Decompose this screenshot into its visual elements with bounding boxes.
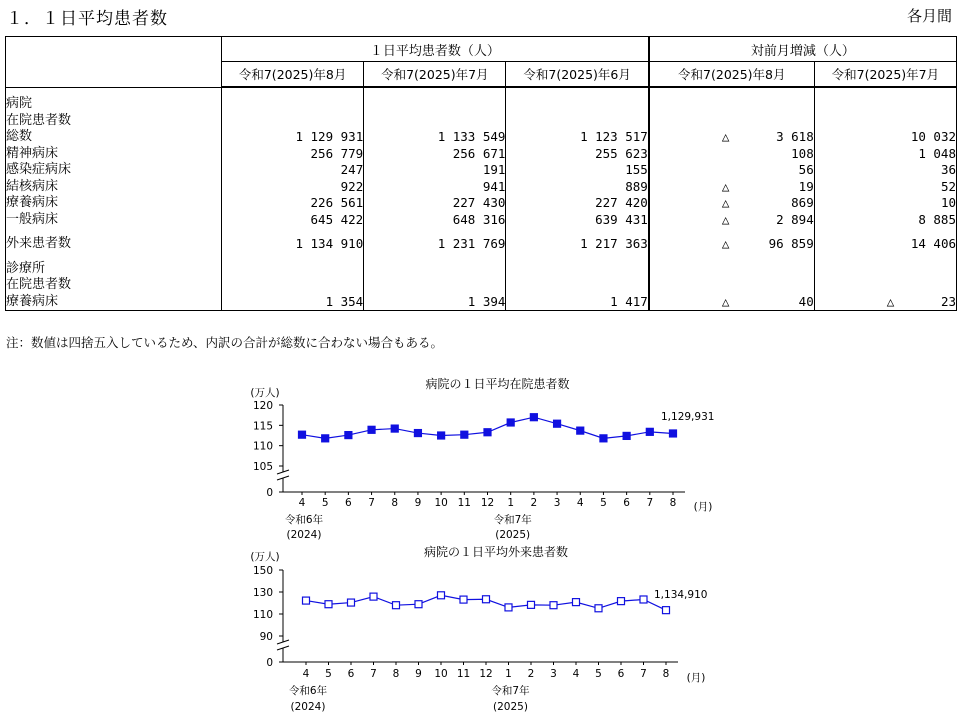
x-tick-label: 12 xyxy=(480,497,495,509)
period-label: 各月間 xyxy=(906,7,952,25)
data-point xyxy=(460,596,467,603)
table-cell: 1 133 549 xyxy=(364,129,506,146)
table-cell: 1 134 910 xyxy=(222,236,364,253)
data-point xyxy=(484,429,491,436)
row-label: 結核病床 xyxy=(6,179,222,196)
decrease-marker: △ xyxy=(886,293,895,309)
table-cell: 255 623 xyxy=(506,146,649,163)
data-point xyxy=(670,430,677,437)
data-point xyxy=(438,432,445,439)
row-label: 一般病床 xyxy=(6,212,222,229)
column-header: 令和7(2025)年7月 xyxy=(364,62,506,88)
x-tick-label: 5 xyxy=(595,668,602,680)
y-tick-label: 130 xyxy=(252,587,273,599)
x-tick-label: 8 xyxy=(662,668,670,680)
data-point xyxy=(345,432,352,439)
cell-value: 23 xyxy=(940,293,956,309)
x-tick-label: 7 xyxy=(368,497,375,509)
x-tick-label: 9 xyxy=(414,497,422,509)
x-tick-label: 8 xyxy=(391,497,399,509)
data-point xyxy=(595,605,602,612)
x-tick-label: 11 xyxy=(457,497,471,509)
year-sub-label: (2025) xyxy=(493,701,528,713)
table-cell: 227 420 xyxy=(506,195,649,212)
data-point xyxy=(303,597,310,604)
x-tick-label: 5 xyxy=(321,497,329,509)
x-tick-label: 9 xyxy=(415,668,422,680)
decrease-marker: △ xyxy=(721,293,730,309)
year-label: 令和6年 xyxy=(284,514,324,526)
data-point xyxy=(618,598,625,605)
x-tick-label: 7 xyxy=(370,668,377,680)
row-label: 療養病床 xyxy=(6,195,222,212)
table-cell: 56 xyxy=(649,162,814,179)
decrease-marker: △ xyxy=(721,211,730,227)
table-cell: 256 671 xyxy=(364,146,506,163)
column-header: 令和7(2025)年8月 xyxy=(222,62,364,88)
x-tick-label: 2 xyxy=(527,668,535,680)
table-cell: 1 354 xyxy=(222,294,364,311)
table-cell: 10 032 xyxy=(814,129,956,146)
y-tick-label: 110 xyxy=(252,440,273,453)
cell-value: 2 894 xyxy=(776,211,814,227)
x-tick-label: 8 xyxy=(669,497,677,509)
year-sub-label: (2024) xyxy=(286,529,322,541)
row-label: 病院 xyxy=(6,87,222,113)
table-cell: 52 xyxy=(814,179,956,196)
section-title: １．１日平均患者数 xyxy=(6,9,168,29)
data-point xyxy=(415,601,422,608)
cell-value: 40 xyxy=(798,293,814,309)
x-tick-label: 10 xyxy=(434,497,448,509)
table-cell: 247 xyxy=(222,162,364,179)
row-label: 在院患者数 xyxy=(6,277,222,294)
x-tick-label: 10 xyxy=(434,668,448,680)
table-cell: 8 885 xyxy=(814,212,956,229)
x-tick-label: 4 xyxy=(302,668,310,680)
table-cell: 1 217 363 xyxy=(506,236,649,253)
y-tick-label: 0 xyxy=(266,487,273,499)
group-header-month-change: 対前月増減（人） xyxy=(649,37,957,62)
table-cell: 639 431 xyxy=(506,212,649,229)
table-cell: 889 xyxy=(506,179,649,196)
footnote: 注：数値は四捨五入しているため、内訳の合計が総数に合わない場合もある。 xyxy=(6,335,444,350)
decrease-marker: △ xyxy=(721,129,730,144)
data-point xyxy=(528,601,535,608)
y-tick-label: 110 xyxy=(252,609,273,621)
table-cell: 108 xyxy=(649,146,814,163)
data-point xyxy=(507,419,514,426)
year-sub-label: (2024) xyxy=(290,701,326,713)
x-tick-label: 8 xyxy=(392,668,400,680)
x-tick-label: 6 xyxy=(617,668,625,680)
table-cell: 941 xyxy=(364,179,506,196)
data-point xyxy=(348,599,355,606)
table-cell: 1 123 517 xyxy=(506,129,649,146)
year-label: 令和7年 xyxy=(493,514,532,526)
data-point xyxy=(600,435,607,442)
x-tick-label: 5 xyxy=(325,668,332,680)
data-point xyxy=(530,414,537,421)
x-axis-unit: (月) xyxy=(693,501,713,513)
table-cell: 1 417 xyxy=(506,294,649,311)
data-point xyxy=(322,435,329,442)
data-point xyxy=(325,601,332,608)
table-cell: 256 779 xyxy=(222,146,364,163)
table-cell: 10 xyxy=(814,195,956,212)
x-tick-label: 3 xyxy=(553,497,561,509)
y-tick-label: 105 xyxy=(252,461,273,473)
x-tick-label: 2 xyxy=(530,497,538,509)
end-value-label: 1,129,931 xyxy=(661,411,715,423)
decrease-marker: △ xyxy=(721,178,730,194)
decrease-marker: △ xyxy=(721,195,730,210)
cell-value: 19 xyxy=(798,178,814,194)
table-cell: 36 xyxy=(814,162,956,179)
x-tick-label: 11 xyxy=(456,668,471,680)
table-cell: 648 316 xyxy=(364,212,506,229)
x-tick-label: 7 xyxy=(646,497,654,509)
data-point xyxy=(646,428,653,435)
table-cell: 227 430 xyxy=(364,195,506,212)
data-point xyxy=(393,602,400,609)
row-label: 総数 xyxy=(6,129,222,146)
data-point xyxy=(623,432,630,439)
column-header: 令和7(2025)年6月 xyxy=(506,62,649,88)
x-tick-label: 1 xyxy=(505,668,512,680)
y-tick-label: 150 xyxy=(252,565,273,577)
x-tick-label: 7 xyxy=(640,668,647,680)
data-point xyxy=(370,593,377,600)
column-header: 令和7(2025)年8月 xyxy=(649,62,814,88)
table-cell: 645 422 xyxy=(222,212,364,229)
column-header: 令和7(2025)年7月 xyxy=(814,62,956,88)
table-cell: 191 xyxy=(364,162,506,179)
year-sub-label: (2025) xyxy=(495,529,531,541)
table-cell: 1 231 769 xyxy=(364,236,506,253)
table-cell: 1 129 931 xyxy=(222,129,364,146)
end-value-label: 1,134,910 xyxy=(654,589,708,601)
row-label: 精神病床 xyxy=(6,146,222,163)
data-point xyxy=(554,420,561,427)
cell-value: 3 618 xyxy=(776,129,814,144)
y-tick-label: 0 xyxy=(266,657,273,669)
cell-value: 96 859 xyxy=(768,236,814,251)
x-tick-label: 6 xyxy=(347,668,355,680)
data-point xyxy=(299,431,306,438)
year-label: 令和7年 xyxy=(491,685,530,697)
year-label: 令和6年 xyxy=(288,685,328,697)
table-cell: 226 561 xyxy=(222,195,364,212)
data-point xyxy=(414,430,421,437)
decrease-marker: △ xyxy=(721,236,730,251)
y-tick-label: 115 xyxy=(252,420,273,433)
data-point xyxy=(391,425,398,432)
y-axis-unit: (万人) xyxy=(250,387,280,399)
data-point xyxy=(550,602,557,609)
data-point xyxy=(640,596,647,603)
row-label: 外来患者数 xyxy=(6,236,222,253)
table-cell: 922 xyxy=(222,179,364,196)
x-tick-label: 4 xyxy=(576,497,584,509)
data-point xyxy=(483,596,490,603)
x-tick-label: 4 xyxy=(572,668,580,680)
x-tick-label: 4 xyxy=(298,497,306,509)
row-label: 診療所 xyxy=(6,261,222,278)
data-point xyxy=(577,427,584,434)
row-label: 感染症病床 xyxy=(6,162,222,179)
chart-title: 病院の１日平均外来患者数 xyxy=(423,545,569,559)
group-header-daily-average: １日平均患者数（人） xyxy=(222,37,649,62)
data-point xyxy=(368,426,375,433)
data-point xyxy=(663,607,670,614)
x-tick-label: 1 xyxy=(507,497,515,509)
x-tick-label: 12 xyxy=(479,668,493,680)
y-tick-label: 120 xyxy=(252,400,273,412)
table-cell: 1 394 xyxy=(364,294,506,311)
row-label: 在院患者数 xyxy=(6,113,222,130)
row-label: 療養病床 xyxy=(6,294,222,311)
x-tick-label: 6 xyxy=(345,497,352,509)
data-point xyxy=(505,604,512,611)
table-cell: 155 xyxy=(506,162,649,179)
chart-title: 病院の１日平均在院患者数 xyxy=(425,377,570,391)
table-cell: 1 048 xyxy=(814,146,956,163)
y-tick-label: 90 xyxy=(259,631,273,643)
data-point xyxy=(573,599,580,606)
x-axis-unit: (月) xyxy=(686,672,706,684)
x-tick-label: 6 xyxy=(623,497,630,509)
cell-value: 869 xyxy=(791,195,814,210)
x-tick-label: 3 xyxy=(550,668,557,680)
y-axis-unit: (万人) xyxy=(250,551,280,563)
data-point xyxy=(461,431,468,438)
x-tick-label: 5 xyxy=(600,497,607,509)
table-cell: 14 406 xyxy=(814,236,956,253)
data-point xyxy=(438,592,445,599)
